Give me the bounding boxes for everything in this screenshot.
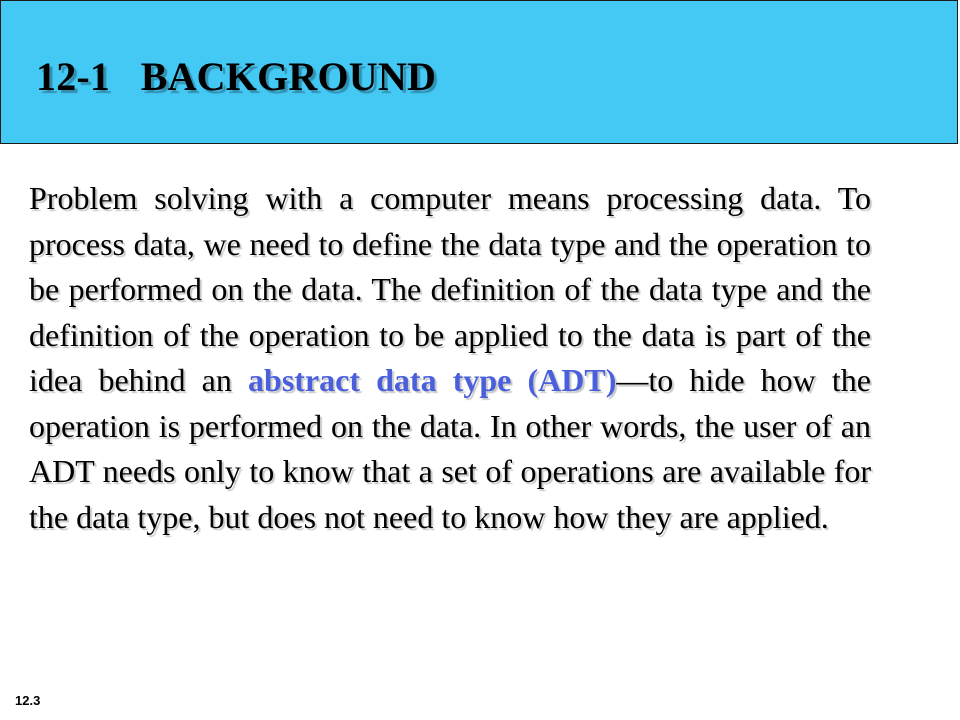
slide-title: 12-1 BACKGROUND (36, 54, 437, 99)
paragraph-text-after: —to hide how the operation is performed on the data. In other words, the user of an ADT needs only to know that a set of operations are available for the data type, but does not need to know how they are applied. (29, 362, 871, 535)
paragraph-text-before: Problem solving with a computer means processing data. To process data, we need to define the data type and the operation to be performed on the data. The definition of the data type and the definition of the operation to be applied to the data is part of the idea behind an (29, 180, 871, 398)
highlighted-term: abstract data type (ADT) (248, 362, 617, 398)
body-paragraph (29, 176, 871, 540)
slide-number: 12.3 (15, 693, 41, 708)
title-banner (0, 0, 958, 144)
